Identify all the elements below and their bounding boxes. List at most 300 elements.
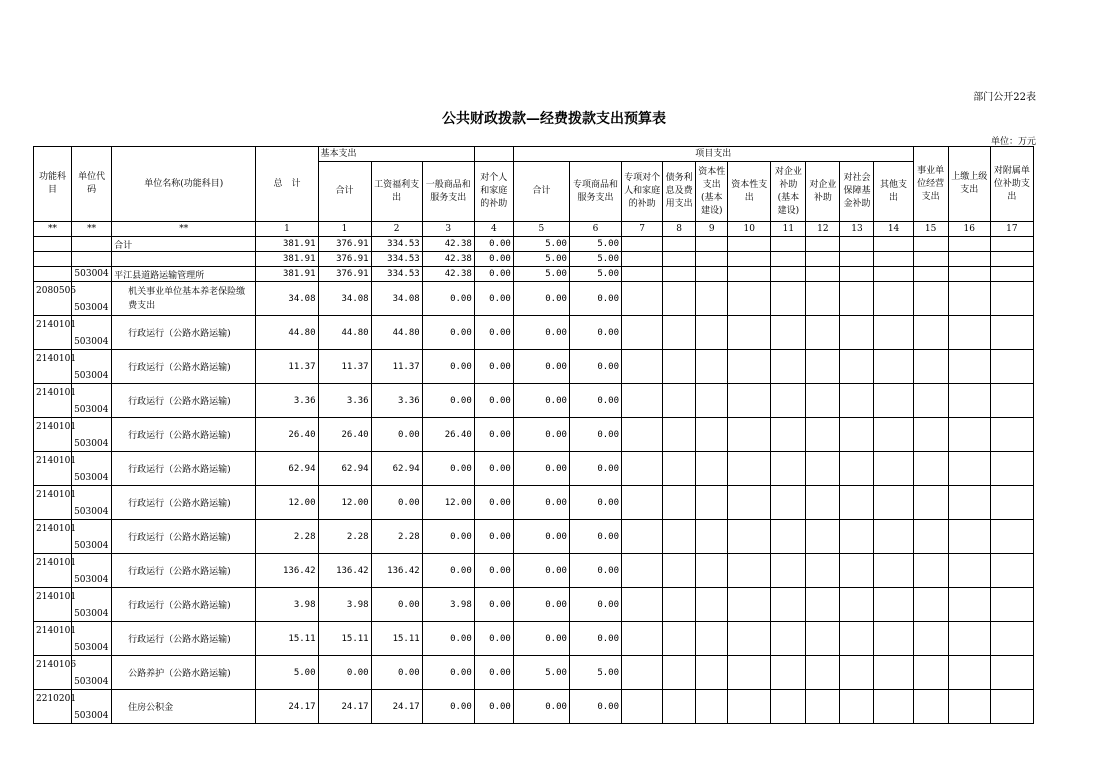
value-cell: 5.00: [569, 656, 621, 690]
unit-name-cell: [112, 252, 256, 267]
value-cell: 15.11: [318, 622, 371, 656]
empty-cell: [948, 588, 990, 622]
value-cell: 3.98: [422, 588, 474, 622]
empty-cell: [948, 316, 990, 350]
unit-name-cell: 平江县道路运输管理所: [112, 267, 256, 282]
unit-code-cell: 503004: [72, 350, 112, 384]
column-index-cell: 8: [663, 222, 696, 237]
unit-code-cell: 503004: [72, 690, 112, 724]
empty-cell: [771, 237, 806, 252]
empty-cell: [913, 267, 948, 282]
value-cell: 5.00: [513, 237, 569, 252]
empty-cell: [622, 282, 663, 316]
empty-cell: [874, 237, 913, 252]
empty-cell: [696, 588, 728, 622]
table-row: [34, 622, 1034, 656]
empty-cell: [771, 252, 806, 267]
value-cell: 0.00: [474, 350, 513, 384]
empty-cell: [948, 282, 990, 316]
header-enterprise-basic: 对企业补助(基本建设): [771, 162, 806, 222]
empty-cell: [622, 656, 663, 690]
func-code-cell: [34, 267, 72, 282]
value-cell: 136.42: [371, 554, 422, 588]
value-cell: 26.40: [422, 418, 474, 452]
value-cell: 12.00: [422, 486, 474, 520]
empty-cell: [696, 690, 728, 724]
empty-cell: [622, 252, 663, 267]
empty-cell: [771, 350, 806, 384]
empty-cell: [948, 350, 990, 384]
value-cell: 44.80: [318, 316, 371, 350]
empty-cell: [663, 267, 696, 282]
value-cell: 42.38: [422, 252, 474, 267]
value-cell: 381.91: [256, 267, 318, 282]
value-cell: 44.80: [371, 316, 422, 350]
value-cell: 0.00: [474, 588, 513, 622]
empty-cell: [990, 384, 1033, 418]
value-cell: 62.94: [318, 452, 371, 486]
value-cell: 0.00: [422, 656, 474, 690]
empty-cell: [771, 520, 806, 554]
empty-cell: [663, 588, 696, 622]
header-basic-expenditure: 基本支出: [318, 147, 474, 162]
unit-code-cell: 503004: [72, 486, 112, 520]
empty-cell: [728, 690, 771, 724]
empty-cell: [913, 520, 948, 554]
empty-cell: [663, 690, 696, 724]
value-cell: 0.00: [513, 588, 569, 622]
empty-cell: [806, 690, 840, 724]
empty-cell: [990, 520, 1033, 554]
empty-cell: [622, 237, 663, 252]
empty-cell: [728, 486, 771, 520]
header-basic-spacer: [474, 147, 513, 162]
value-cell: 12.00: [318, 486, 371, 520]
value-cell: 0.00: [422, 520, 474, 554]
empty-cell: [663, 282, 696, 316]
column-index-cell: 4: [474, 222, 513, 237]
empty-cell: [948, 520, 990, 554]
empty-cell: [806, 267, 840, 282]
func-code-cell: 2140101: [34, 520, 72, 554]
value-cell: 0.00: [474, 267, 513, 282]
table-row: [34, 418, 1034, 452]
empty-cell: [622, 316, 663, 350]
value-cell: 24.17: [256, 690, 318, 724]
column-index-cell: 5: [513, 222, 569, 237]
value-cell: 34.08: [318, 282, 371, 316]
empty-cell: [874, 418, 913, 452]
empty-cell: [990, 267, 1033, 282]
column-index-cell: 11: [771, 222, 806, 237]
empty-cell: [806, 656, 840, 690]
value-cell: 15.11: [256, 622, 318, 656]
value-cell: 5.00: [256, 656, 318, 690]
empty-cell: [913, 316, 948, 350]
value-cell: 42.38: [422, 267, 474, 282]
empty-cell: [622, 267, 663, 282]
empty-cell: [874, 622, 913, 656]
empty-cell: [990, 452, 1033, 486]
column-index-cell: 14: [874, 222, 913, 237]
empty-cell: [728, 252, 771, 267]
unit-name-cell: 行政运行（公路水路运输): [112, 418, 256, 452]
column-index-cell: **: [34, 222, 72, 237]
value-cell: 0.00: [513, 486, 569, 520]
unit-name-cell: 合计: [112, 237, 256, 252]
empty-cell: [948, 237, 990, 252]
empty-cell: [874, 486, 913, 520]
empty-cell: [990, 588, 1033, 622]
value-cell: 0.00: [474, 452, 513, 486]
empty-cell: [771, 486, 806, 520]
empty-cell: [728, 384, 771, 418]
empty-cell: [663, 622, 696, 656]
empty-cell: [622, 690, 663, 724]
header-total: 总 计: [256, 147, 318, 222]
table-row: [34, 384, 1034, 418]
value-cell: 34.08: [256, 282, 318, 316]
value-cell: 0.00: [513, 554, 569, 588]
empty-cell: [771, 554, 806, 588]
table-row: [34, 350, 1034, 384]
unit-name-cell: 行政运行（公路水路运输): [112, 384, 256, 418]
empty-cell: [663, 252, 696, 267]
header-other: 其他支出: [874, 162, 913, 222]
value-cell: 5.00: [569, 237, 621, 252]
value-cell: 0.00: [474, 316, 513, 350]
empty-cell: [806, 486, 840, 520]
header-capital-basic: 资本性支出(基本建设): [696, 162, 728, 222]
table-row: [34, 588, 1034, 622]
empty-cell: [622, 520, 663, 554]
value-cell: 15.11: [371, 622, 422, 656]
unit-code-cell: 503004: [72, 452, 112, 486]
empty-cell: [913, 350, 948, 384]
value-cell: 0.00: [513, 316, 569, 350]
empty-cell: [840, 267, 874, 282]
empty-cell: [696, 316, 728, 350]
empty-cell: [990, 690, 1033, 724]
empty-cell: [663, 486, 696, 520]
unit-name-cell: 行政运行（公路水路运输): [112, 554, 256, 588]
value-cell: 5.00: [513, 267, 569, 282]
empty-cell: [771, 267, 806, 282]
empty-cell: [806, 520, 840, 554]
table-row: [34, 252, 1034, 267]
empty-cell: [771, 282, 806, 316]
value-cell: 0.00: [422, 384, 474, 418]
empty-cell: [874, 282, 913, 316]
empty-cell: [728, 267, 771, 282]
empty-cell: [771, 588, 806, 622]
value-cell: 3.36: [371, 384, 422, 418]
value-cell: 0.00: [569, 452, 621, 486]
empty-cell: [622, 384, 663, 418]
empty-cell: [913, 237, 948, 252]
value-cell: 3.98: [318, 588, 371, 622]
value-cell: 12.00: [256, 486, 318, 520]
value-cell: 0.00: [474, 656, 513, 690]
func-code-cell: 2140101: [34, 316, 72, 350]
value-cell: 0.00: [569, 418, 621, 452]
value-cell: 2.28: [318, 520, 371, 554]
empty-cell: [728, 588, 771, 622]
column-index-cell: 17: [990, 222, 1033, 237]
empty-cell: [728, 282, 771, 316]
value-cell: 62.94: [371, 452, 422, 486]
header-func-code: 功能科目: [34, 147, 72, 222]
column-index-cell: 15: [913, 222, 948, 237]
empty-cell: [806, 622, 840, 656]
empty-cell: [840, 520, 874, 554]
func-code-cell: 2140101: [34, 418, 72, 452]
value-cell: 0.00: [474, 554, 513, 588]
unit-label: 单位：万元: [990, 137, 1036, 147]
header-social-fund: 对社会保障基金补助: [840, 162, 874, 222]
table-body: [34, 222, 1034, 724]
value-cell: 0.00: [513, 622, 569, 656]
unit-name-cell: 行政运行（公路水路运输): [112, 452, 256, 486]
empty-cell: [913, 452, 948, 486]
empty-cell: [806, 350, 840, 384]
column-index-cell: 1: [256, 222, 318, 237]
value-cell: 376.91: [318, 267, 371, 282]
column-index-cell: 1: [318, 222, 371, 237]
empty-cell: [840, 690, 874, 724]
unit-code-cell: 503004: [72, 267, 112, 282]
unit-code-cell: 503004: [72, 520, 112, 554]
empty-cell: [696, 350, 728, 384]
value-cell: 0.00: [474, 252, 513, 267]
value-cell: 0.00: [371, 486, 422, 520]
empty-cell: [840, 588, 874, 622]
empty-cell: [622, 486, 663, 520]
value-cell: 0.00: [474, 520, 513, 554]
empty-cell: [622, 554, 663, 588]
empty-cell: [663, 520, 696, 554]
value-cell: 0.00: [422, 350, 474, 384]
empty-cell: [840, 350, 874, 384]
header-unit-code: 单位代码: [72, 147, 112, 222]
table-row: [34, 316, 1034, 350]
empty-cell: [913, 588, 948, 622]
empty-cell: [840, 316, 874, 350]
func-code-cell: [34, 237, 72, 252]
empty-cell: [696, 554, 728, 588]
column-index-cell: **: [112, 222, 256, 237]
empty-cell: [728, 418, 771, 452]
unit-code-cell: 503004: [72, 554, 112, 588]
value-cell: 5.00: [569, 267, 621, 282]
value-cell: 0.00: [474, 384, 513, 418]
empty-cell: [948, 486, 990, 520]
empty-cell: [728, 350, 771, 384]
unit-code-cell: 503004: [72, 418, 112, 452]
empty-cell: [840, 622, 874, 656]
unit-code-cell: 503004: [72, 316, 112, 350]
empty-cell: [874, 520, 913, 554]
empty-cell: [622, 452, 663, 486]
value-cell: 3.36: [318, 384, 371, 418]
value-cell: 0.00: [474, 690, 513, 724]
unit-name-cell: 住房公积金: [112, 690, 256, 724]
value-cell: 0.00: [569, 282, 621, 316]
budget-table: [33, 146, 1034, 724]
empty-cell: [948, 554, 990, 588]
empty-cell: [913, 622, 948, 656]
func-code-cell: 2140101: [34, 486, 72, 520]
empty-cell: [663, 350, 696, 384]
column-index-cell: 13: [840, 222, 874, 237]
empty-cell: [990, 554, 1033, 588]
empty-cell: [874, 252, 913, 267]
header-project-goods: 专项商品和服务支出: [569, 162, 621, 222]
empty-cell: [913, 282, 948, 316]
value-cell: 0.00: [371, 418, 422, 452]
empty-cell: [728, 656, 771, 690]
func-code-cell: 2140101: [34, 350, 72, 384]
empty-cell: [990, 418, 1033, 452]
empty-cell: [771, 656, 806, 690]
unit-name-cell: 行政运行（公路水路运输): [112, 350, 256, 384]
empty-cell: [840, 252, 874, 267]
empty-cell: [728, 452, 771, 486]
value-cell: 0.00: [569, 690, 621, 724]
page-title: 公共财政拨款—经费拨款支出预算表: [442, 111, 666, 127]
empty-cell: [696, 622, 728, 656]
value-cell: 381.91: [256, 237, 318, 252]
empty-cell: [663, 554, 696, 588]
unit-name-cell: 行政运行（公路水路运输): [112, 486, 256, 520]
header-enterprise: 对企业补助: [806, 162, 840, 222]
unit-code-cell: 503004: [72, 588, 112, 622]
func-code-cell: 2210201: [34, 690, 72, 724]
column-index-cell: 6: [569, 222, 621, 237]
column-index-cell: 3: [422, 222, 474, 237]
value-cell: 5.00: [513, 252, 569, 267]
value-cell: 334.53: [371, 252, 422, 267]
value-cell: 24.17: [318, 690, 371, 724]
header-project-subtotal: 合计: [513, 162, 569, 222]
value-cell: 0.00: [513, 282, 569, 316]
empty-cell: [663, 656, 696, 690]
empty-cell: [948, 384, 990, 418]
empty-cell: [913, 690, 948, 724]
empty-cell: [622, 350, 663, 384]
unit-code-cell: [72, 252, 112, 267]
value-cell: 376.91: [318, 237, 371, 252]
value-cell: 2.28: [256, 520, 318, 554]
value-cell: 0.00: [569, 588, 621, 622]
func-code-cell: 2140106: [34, 656, 72, 690]
value-cell: 26.40: [256, 418, 318, 452]
empty-cell: [771, 622, 806, 656]
empty-cell: [806, 554, 840, 588]
empty-cell: [840, 656, 874, 690]
value-cell: 5.00: [513, 656, 569, 690]
empty-cell: [771, 384, 806, 418]
value-cell: 0.00: [513, 520, 569, 554]
empty-cell: [990, 282, 1033, 316]
empty-cell: [913, 656, 948, 690]
empty-cell: [990, 252, 1033, 267]
empty-cell: [696, 656, 728, 690]
empty-cell: [840, 384, 874, 418]
header-upper-payment: 上缴上级支出: [948, 147, 990, 222]
header-business-expense: 事业单位经营支出: [913, 147, 948, 222]
value-cell: 0.00: [569, 520, 621, 554]
empty-cell: [696, 282, 728, 316]
header-personal-subsidy: 对个人和家庭的补助: [474, 162, 513, 222]
empty-cell: [728, 622, 771, 656]
empty-cell: [806, 384, 840, 418]
column-index-row: [34, 222, 1034, 237]
table-row: [34, 520, 1034, 554]
column-index-cell: **: [72, 222, 112, 237]
column-index-cell: 9: [696, 222, 728, 237]
table-row: [34, 554, 1034, 588]
empty-cell: [913, 252, 948, 267]
empty-cell: [622, 418, 663, 452]
value-cell: 0.00: [513, 384, 569, 418]
unit-code-cell: 503004: [72, 656, 112, 690]
value-cell: 0.00: [371, 588, 422, 622]
unit-name-cell: 行政运行（公路水路运输): [112, 520, 256, 554]
empty-cell: [728, 520, 771, 554]
unit-code-cell: [72, 237, 112, 252]
func-code-cell: 2140101: [34, 384, 72, 418]
table-row: [34, 486, 1034, 520]
value-cell: 381.91: [256, 252, 318, 267]
empty-cell: [663, 384, 696, 418]
value-cell: 24.17: [371, 690, 422, 724]
value-cell: 136.42: [256, 554, 318, 588]
value-cell: 0.00: [422, 690, 474, 724]
header-wages: 工资福利支出: [371, 162, 422, 222]
empty-cell: [874, 452, 913, 486]
value-cell: 0.00: [569, 316, 621, 350]
unit-name-cell: 行政运行（公路水路运输): [112, 316, 256, 350]
empty-cell: [840, 452, 874, 486]
empty-cell: [913, 486, 948, 520]
unit-code-cell: 503004: [72, 622, 112, 656]
empty-cell: [806, 316, 840, 350]
value-cell: 0.00: [422, 452, 474, 486]
value-cell: 0.00: [513, 452, 569, 486]
value-cell: 5.00: [569, 252, 621, 267]
table-row: [34, 452, 1034, 486]
value-cell: 3.98: [256, 588, 318, 622]
value-cell: 0.00: [569, 554, 621, 588]
header-basic-subtotal: 合计: [318, 162, 371, 222]
func-code-cell: 2080505: [34, 282, 72, 316]
value-cell: 0.00: [474, 418, 513, 452]
empty-cell: [840, 237, 874, 252]
empty-cell: [874, 588, 913, 622]
table-row: [34, 267, 1034, 282]
empty-cell: [663, 452, 696, 486]
empty-cell: [771, 452, 806, 486]
unit-code-cell: 503004: [72, 384, 112, 418]
empty-cell: [696, 384, 728, 418]
form-number: 部门公开22表: [973, 92, 1036, 103]
header-debt-interest: 债务利息及费用支出: [663, 162, 696, 222]
header-unit-name: 单位名称(功能科目): [112, 147, 256, 222]
empty-cell: [913, 418, 948, 452]
empty-cell: [806, 588, 840, 622]
value-cell: 136.42: [318, 554, 371, 588]
